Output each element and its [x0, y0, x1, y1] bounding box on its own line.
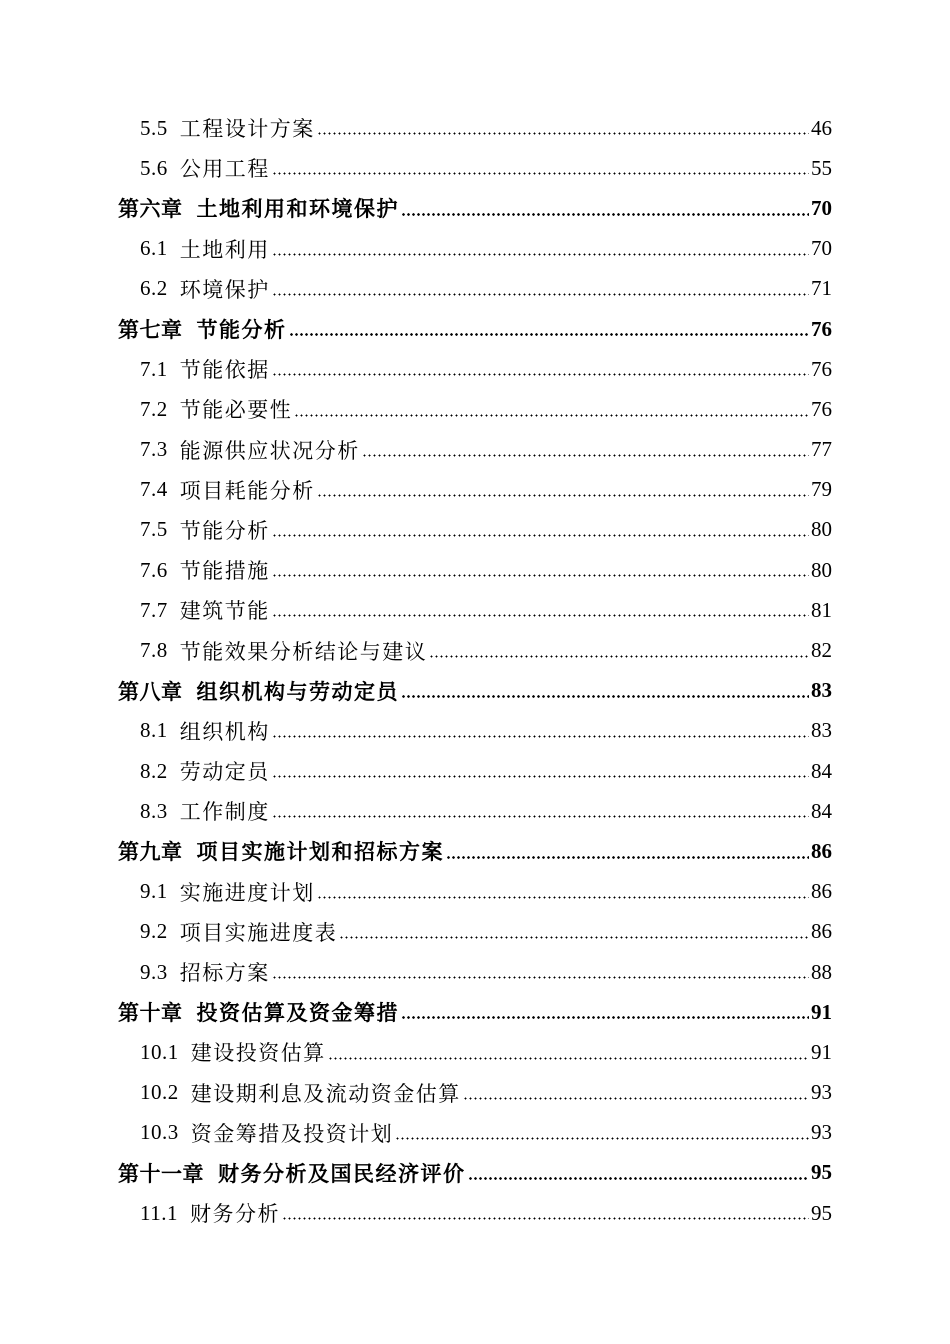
toc-entry-number: 第七章 — [118, 318, 183, 343]
toc-entry-number: 7.5 — [140, 517, 168, 542]
toc-section-entry[interactable] — [0, 108, 832, 148]
toc-page-number: 80 — [811, 557, 832, 582]
toc-chapter-entry[interactable] — [0, 188, 832, 228]
toc-entry-title: 节能依据 — [179, 358, 270, 383]
toc-page-number: 81 — [811, 597, 832, 622]
toc-entry-title: 环境保护 — [179, 277, 270, 302]
toc-entry-title: 实施进度计划 — [179, 880, 315, 905]
toc-entry-number: 9.1 — [140, 879, 168, 904]
dot-leader — [282, 1217, 809, 1220]
toc-entry-title: 招标方案 — [179, 961, 270, 986]
toc-section-entry[interactable] — [0, 430, 832, 470]
toc-entry-number: 5.6 — [140, 155, 168, 180]
dot-leader — [317, 494, 809, 497]
toc-page-number: 93 — [811, 1120, 832, 1145]
toc-page-number: 88 — [811, 959, 832, 984]
toc-section-entry[interactable] — [0, 1113, 832, 1153]
toc-page-number: 86 — [811, 838, 832, 863]
toc-entry-title: 投资估算及资金筹措 — [196, 1001, 399, 1026]
toc-page-number: 46 — [811, 115, 832, 140]
toc-page-number: 91 — [811, 1039, 832, 1064]
dot-leader — [317, 896, 809, 899]
toc-entry-number: 8.1 — [140, 718, 168, 743]
toc-section-entry[interactable] — [0, 148, 832, 188]
toc-section-entry[interactable] — [0, 229, 832, 269]
toc-entry-number: 10.2 — [140, 1080, 179, 1105]
toc-entry-title: 节能必要性 — [179, 398, 293, 423]
toc-entry-number: 6.2 — [140, 276, 168, 301]
toc-page-number: 71 — [811, 276, 832, 301]
toc-entry-number: 第八章 — [118, 679, 183, 704]
dot-leader — [328, 1057, 809, 1060]
toc-section-entry[interactable] — [0, 711, 832, 751]
toc-entry-number: 第十一章 — [118, 1161, 204, 1186]
table-of-contents — [0, 108, 950, 1233]
toc-section-entry[interactable] — [0, 1032, 832, 1072]
toc-section-entry[interactable] — [0, 349, 832, 389]
toc-page-number: 55 — [811, 155, 832, 180]
toc-entry-title: 建筑节能 — [179, 599, 270, 624]
dot-leader — [272, 735, 809, 738]
toc-entry-number: 6.1 — [140, 236, 168, 261]
toc-entry-number: 7.1 — [140, 356, 168, 381]
toc-page-number: 84 — [811, 758, 832, 783]
dot-leader — [272, 253, 809, 256]
toc-section-entry[interactable] — [0, 590, 832, 630]
dot-leader — [339, 936, 809, 939]
toc-entry-number: 8.3 — [140, 798, 168, 823]
toc-page-number: 83 — [811, 678, 832, 703]
toc-page-number: 82 — [811, 638, 832, 663]
toc-entry-title: 建设投资估算 — [190, 1041, 326, 1066]
toc-section-entry[interactable] — [0, 630, 832, 670]
toc-page-number: 77 — [811, 437, 832, 462]
toc-page-number: 76 — [811, 396, 832, 421]
toc-page-number: 70 — [811, 195, 832, 220]
toc-page-number: 91 — [811, 999, 832, 1024]
toc-page-number: 84 — [811, 798, 832, 823]
toc-entry-title: 工程设计方案 — [179, 117, 315, 142]
dot-leader — [272, 373, 809, 376]
toc-section-entry[interactable] — [0, 470, 832, 510]
toc-entry-title: 土地利用 — [179, 237, 270, 262]
toc-section-entry[interactable] — [0, 791, 832, 831]
toc-entry-number: 7.6 — [140, 557, 168, 582]
toc-entry-number: 第十章 — [118, 1001, 183, 1026]
toc-entry-title: 组织机构与劳动定员 — [196, 679, 399, 704]
toc-entry-title: 节能分析 — [179, 518, 270, 543]
toc-section-entry[interactable] — [0, 1193, 832, 1233]
toc-section-entry[interactable] — [0, 751, 832, 791]
dot-leader — [317, 132, 809, 135]
toc-entry-number: 9.3 — [140, 959, 168, 984]
dot-leader — [272, 293, 809, 296]
toc-entry-title: 建设期利息及流动资金估算 — [190, 1081, 461, 1106]
toc-entry-number: 5.5 — [140, 115, 168, 140]
toc-entry-number: 7.2 — [140, 396, 168, 421]
toc-chapter-entry[interactable] — [0, 309, 832, 349]
toc-entry-title: 劳动定员 — [179, 760, 270, 785]
toc-entry-title: 公用工程 — [179, 157, 270, 182]
dot-leader — [401, 1016, 809, 1019]
toc-section-entry[interactable] — [0, 550, 832, 590]
toc-entry-number: 7.7 — [140, 597, 168, 622]
toc-page-number: 79 — [811, 477, 832, 502]
toc-entry-title: 资金筹措及投资计划 — [190, 1121, 394, 1146]
dot-leader — [395, 1137, 809, 1140]
toc-entry-number: 第九章 — [118, 840, 183, 865]
toc-section-entry[interactable] — [0, 389, 832, 429]
toc-entry-number: 7.4 — [140, 477, 168, 502]
toc-page-number: 70 — [811, 236, 832, 261]
toc-page-number: 76 — [811, 356, 832, 381]
toc-entry-title: 节能效果分析结论与建议 — [179, 639, 428, 664]
dot-leader — [272, 172, 809, 175]
dot-leader — [468, 1177, 810, 1180]
toc-section-entry[interactable] — [0, 952, 832, 992]
dot-leader — [429, 655, 809, 658]
dot-leader — [272, 775, 809, 778]
dot-leader — [272, 815, 809, 818]
toc-entry-number: 11.1 — [140, 1200, 178, 1225]
toc-entry-title: 工作制度 — [179, 800, 270, 825]
dot-leader — [294, 414, 809, 417]
toc-entry-title: 土地利用和环境保护 — [196, 197, 399, 222]
toc-section-entry[interactable] — [0, 269, 832, 309]
toc-page-number: 95 — [811, 1200, 832, 1225]
toc-entry-number: 7.3 — [140, 437, 168, 462]
toc-entry-number: 第六章 — [118, 197, 183, 222]
toc-entry-title: 能源供应状况分析 — [179, 438, 360, 463]
toc-chapter-entry[interactable] — [0, 831, 832, 871]
toc-page-number: 76 — [811, 316, 832, 341]
toc-entry-number: 7.8 — [140, 638, 168, 663]
toc-page-number: 93 — [811, 1080, 832, 1105]
toc-page-number: 80 — [811, 517, 832, 542]
toc-entry-title: 节能措施 — [179, 559, 270, 584]
toc-entry-title: 节能分析 — [196, 318, 287, 343]
toc-page-number: 95 — [811, 1160, 832, 1185]
toc-entry-title: 项目实施计划和招标方案 — [196, 840, 444, 865]
toc-page-number: 86 — [811, 919, 832, 944]
dot-leader — [272, 574, 809, 577]
toc-page-number: 83 — [811, 718, 832, 743]
toc-entry-number: 9.2 — [140, 919, 168, 944]
dot-leader — [401, 695, 809, 698]
toc-entry-title: 组织机构 — [179, 719, 270, 744]
dot-leader — [401, 213, 809, 216]
toc-page-number: 86 — [811, 879, 832, 904]
dot-leader — [446, 856, 809, 859]
toc-entry-number: 10.3 — [140, 1120, 179, 1145]
toc-section-entry[interactable] — [0, 510, 832, 550]
toc-entry-number: 8.2 — [140, 758, 168, 783]
toc-entry-number: 10.1 — [140, 1039, 179, 1064]
toc-chapter-entry[interactable] — [0, 671, 832, 711]
toc-entry-title: 财务分析及国民经济评价 — [218, 1161, 466, 1186]
dot-leader — [272, 534, 809, 537]
dot-leader — [362, 454, 809, 457]
dot-leader — [272, 614, 809, 617]
toc-entry-title: 项目耗能分析 — [179, 478, 315, 503]
dot-leader — [463, 1097, 809, 1100]
toc-entry-title: 项目实施进度表 — [179, 920, 338, 945]
toc-section-entry[interactable] — [0, 872, 832, 912]
dot-leader — [289, 333, 810, 336]
toc-chapter-entry[interactable] — [0, 1153, 832, 1193]
toc-chapter-entry[interactable] — [0, 992, 832, 1032]
dot-leader — [272, 976, 809, 979]
toc-section-entry[interactable] — [0, 1073, 832, 1113]
toc-section-entry[interactable] — [0, 912, 832, 952]
toc-entry-title: 财务分析 — [189, 1202, 280, 1227]
